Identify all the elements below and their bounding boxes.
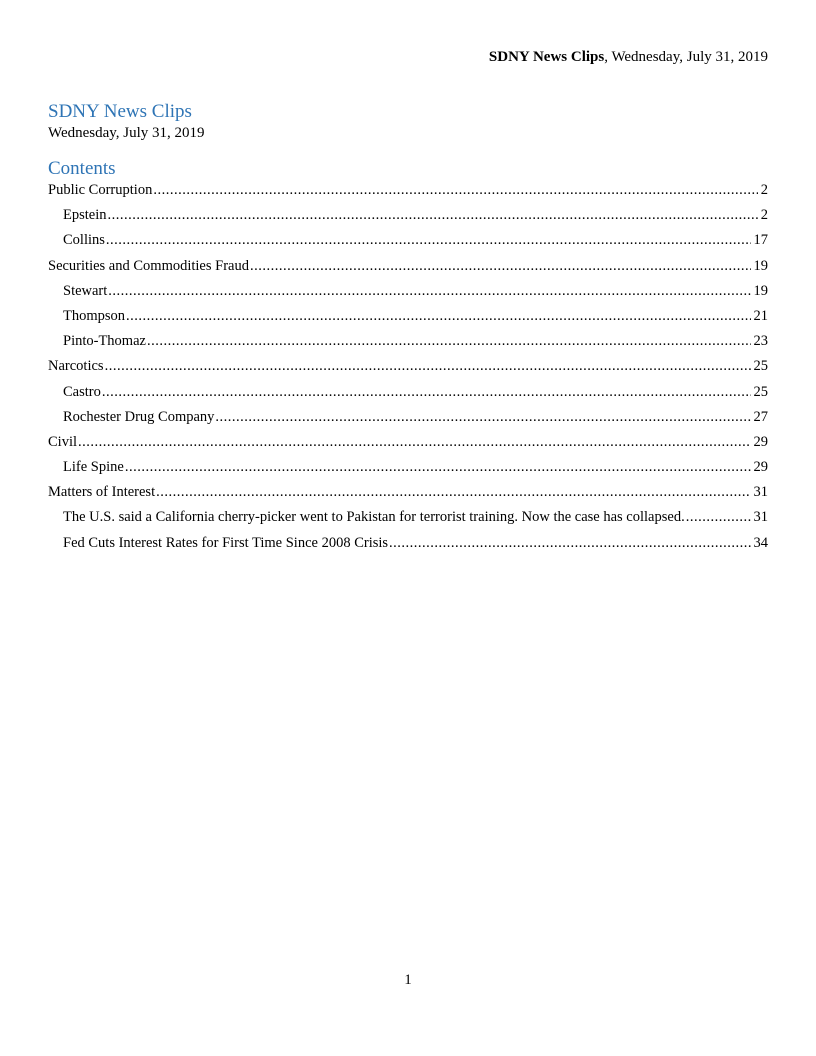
toc-entry[interactable] [48, 459, 768, 484]
toc-entry-page[interactable]: 31 [753, 509, 768, 526]
toc-entry-page[interactable]: 29 [753, 433, 768, 450]
toc-entry-label[interactable]: Narcotics [48, 358, 104, 375]
toc-entry-label[interactable]: Fed Cuts Interest Rates for First Time Since 2008 Crisis [63, 534, 389, 551]
toc-entry[interactable] [48, 434, 768, 459]
toc-entry-label[interactable]: Rochester Drug Company [63, 408, 215, 425]
toc-entry-page[interactable]: 25 [753, 383, 768, 400]
toc-entry[interactable] [48, 535, 768, 560]
toc-entry-page[interactable]: 25 [753, 358, 768, 375]
toc-entry-label[interactable]: Securities and Commodities Fraud [48, 257, 249, 274]
document-title: SDNY News Clips [48, 101, 192, 122]
dot-leader [108, 207, 758, 224]
toc-entry-page[interactable]: 19 [753, 257, 768, 274]
dot-leader [686, 509, 751, 526]
toc-entry-page[interactable]: 29 [753, 459, 768, 476]
dot-leader [78, 434, 750, 451]
toc-entry-page[interactable]: 2 [760, 207, 768, 224]
dot-leader [250, 258, 751, 275]
toc-entry-label[interactable]: The U.S. said a California cherry-picker went to Pakistan for terrorist training. Now the case has collapsed. [63, 509, 685, 526]
header-title: SDNY News Clips [488, 49, 605, 65]
toc-entry-page[interactable]: 17 [753, 232, 768, 249]
toc-entry[interactable] [48, 384, 768, 409]
dot-leader [389, 535, 750, 552]
dot-leader [125, 459, 751, 476]
toc-entry-label[interactable]: Collins [63, 232, 105, 249]
dot-leader [153, 182, 757, 199]
dot-leader [126, 308, 750, 325]
toc-entry-page[interactable]: 23 [753, 333, 768, 350]
toc-entry[interactable] [48, 308, 768, 333]
toc-entry[interactable] [48, 283, 768, 308]
toc-entry-page[interactable]: 21 [753, 307, 768, 324]
toc-entry-label[interactable]: Epstein [63, 207, 107, 224]
table-of-contents [48, 182, 768, 560]
toc-entry[interactable] [48, 258, 768, 283]
toc-entry-page[interactable]: 27 [753, 408, 768, 425]
dot-leader [108, 283, 750, 300]
toc-entry-label[interactable]: Civil [48, 433, 78, 450]
toc-entry-label[interactable]: Pinto-Thomaz [63, 333, 146, 350]
dot-leader [215, 409, 750, 426]
toc-entry-page[interactable]: 19 [753, 282, 768, 299]
toc-entry-page[interactable]: 2 [760, 182, 768, 198]
toc-entry-label[interactable]: Public Corruption [48, 182, 153, 198]
dot-leader [105, 358, 751, 375]
header-date: , Wednesday, July 31, 2019 [604, 49, 768, 65]
toc-entry-label[interactable]: Thompson [63, 307, 126, 324]
toc-entry-label[interactable]: Matters of Interest [48, 484, 156, 501]
toc-entry[interactable] [48, 182, 768, 207]
toc-entry[interactable] [48, 358, 768, 383]
toc-entry[interactable] [48, 409, 768, 434]
toc-entry[interactable] [48, 509, 768, 534]
toc-entry-page[interactable]: 31 [753, 484, 768, 501]
document-date: Wednesday, July 31, 2019 [48, 125, 205, 141]
dot-leader [102, 384, 751, 401]
running-header [489, 49, 768, 66]
contents-heading: Contents [48, 158, 116, 179]
dot-leader [106, 232, 751, 249]
toc-entry-label[interactable]: Stewart [63, 282, 108, 299]
dot-leader [156, 484, 750, 501]
toc-entry[interactable] [48, 484, 768, 509]
toc-entry[interactable] [48, 207, 768, 232]
toc-entry-label[interactable]: Castro [63, 383, 101, 400]
page-number: 1 [404, 972, 412, 988]
toc-entry[interactable] [48, 232, 768, 257]
toc-entry[interactable] [48, 333, 768, 358]
toc-entry-page[interactable]: 34 [753, 534, 768, 551]
toc-entry-label[interactable]: Life Spine [63, 459, 124, 476]
dot-leader [147, 333, 751, 350]
